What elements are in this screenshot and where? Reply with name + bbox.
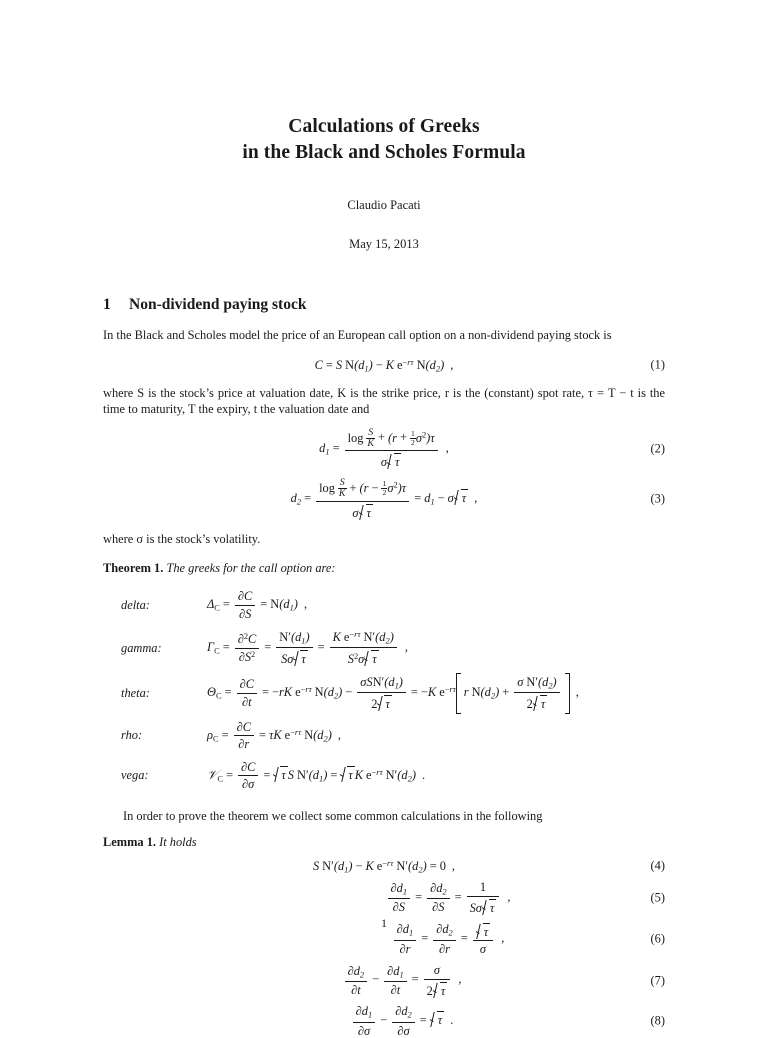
equation-1-row bbox=[103, 357, 665, 373]
equation-3-math: $d_2$ = log $\frac{S}{K}$ + (r − $\frac{1}{2}$ $\sigma^2)\tau$ σ τ = $d_1 - \sigma$ τ , bbox=[290, 476, 478, 520]
equation-2-math: $d_1$ = log $\frac{S}{K}$ + (r + $\frac{1}{2}$ $\sigma^2)\tau$ σ τ , bbox=[319, 426, 449, 470]
equation-3-body bbox=[103, 478, 665, 520]
greek-label-rho: rho: bbox=[121, 728, 143, 743]
greek-label-theta: theta: bbox=[121, 685, 150, 700]
equation-7-body bbox=[103, 963, 665, 998]
intro-paragraph: In the Black and Scholes model the price of an European call option on a non-dividend paying stock is bbox=[103, 327, 612, 342]
equation-4-math: S $N'(d_1) - K$ $e^{-r\tau}$ $N'(d_2) = 0$ , bbox=[312, 858, 456, 875]
page-number: 1 bbox=[381, 916, 387, 930]
greek-row-theta bbox=[103, 671, 579, 716]
equation-6-math: $\frac{\partial d_1}{\partial r}$ = $\frac{\partial d_2}{\partial r}$ = $\frac{\tau}{\sigma}$ , bbox=[392, 931, 505, 945]
greek-formula-rho: $\rho_C$ = $\frac{\partial C}{\partial r}$ = τK $e^{-r\tau}$ $N(d_2)$ , bbox=[207, 719, 341, 752]
greek-formula-vega: 𝒱$_C$ = $\frac{\partial C}{\partial\sigma}$ = τ S $N'(d_1) = \tau$ K $e^{-r\tau}$ $N'(d_2)$ . bbox=[207, 759, 426, 792]
author-name: Claudio Pacati bbox=[347, 197, 421, 212]
greek-row-gamma bbox=[103, 626, 579, 671]
greek-label-gamma: gamma: bbox=[121, 640, 162, 655]
lemma-equations bbox=[103, 858, 665, 1038]
equation-8-math: $\frac{\partial d_1}{\partial\sigma}$ − $\frac{\partial d_2}{\partial\sigma}$ = τ . bbox=[351, 1013, 454, 1027]
page-title bbox=[103, 0, 665, 167]
equation-5-body bbox=[103, 880, 665, 915]
greek-row-vega bbox=[103, 756, 579, 796]
greek-row-delta bbox=[103, 585, 579, 625]
theorem-statement: The greeks for the call option are: bbox=[166, 560, 336, 575]
equation-2-number: (2) bbox=[650, 441, 665, 456]
equation-8-row bbox=[103, 1004, 665, 1038]
equation-7-row bbox=[103, 963, 665, 998]
title-line-1: Calculations of Greeks bbox=[288, 116, 480, 137]
theorem-head: Theorem 1. bbox=[103, 560, 164, 575]
section-number: 1 bbox=[103, 295, 111, 313]
greek-formula-delta: $\Delta_C$ = $\frac{\partial C}{\partial S}$ = $N(d_1)$ , bbox=[207, 589, 308, 622]
publication-date: May 15, 2013 bbox=[349, 236, 419, 251]
equation-2-body bbox=[103, 428, 665, 470]
equation-1-number: (1) bbox=[650, 357, 665, 372]
equation-4-number: (4) bbox=[650, 858, 665, 873]
equation-6-number: (6) bbox=[650, 931, 665, 946]
theorem-1 bbox=[103, 560, 665, 577]
equation-4-row bbox=[103, 858, 665, 874]
prove-paragraph: In order to prove the theorem we collect some common calculations in the following bbox=[123, 809, 543, 824]
title-block bbox=[103, 0, 665, 252]
equation-3-number: (3) bbox=[650, 491, 665, 506]
equation-1-body bbox=[103, 357, 665, 373]
greek-label-vega: vega: bbox=[121, 768, 149, 783]
lemma-head: Lemma 1. bbox=[103, 834, 156, 849]
greek-label-delta: delta: bbox=[121, 598, 150, 613]
section-heading-1 bbox=[103, 296, 665, 314]
equation-5-row bbox=[103, 880, 665, 915]
equation-7-math: $\frac{\partial d_2}{\partial t}$ − $\frac{\partial d_1}{\partial t}$ = $\frac{\sigma}{2 \tau}$ , bbox=[343, 972, 462, 986]
equation-7-number: (7) bbox=[650, 973, 665, 988]
volatility-paragraph: where σ is the stock’s volatility. bbox=[103, 532, 261, 547]
equation-8-body bbox=[103, 1004, 665, 1038]
greek-formula-theta: $\Theta_C$ = $\frac{\partial C}{\partial t}$ = −rK $e^{-r\tau}$ $N(d_2)$ − $\frac{\sigma SN'(d_1)}{2 \tau}$ = −K $e^{-r\tau}$ r $N(d_2)$ + $\frac{\sigma N'(d_2)}{2 \tau}$ , bbox=[207, 674, 579, 711]
equation-5-math: $\frac{\partial d_1}{\partial S}$ = $\frac{\partial d_2}{\partial S}$ = $\frac{1}{\text{Sσ τ}}$ , bbox=[386, 890, 511, 904]
lemma-1 bbox=[103, 834, 665, 851]
greek-row-rho bbox=[103, 716, 579, 756]
greeks-list bbox=[103, 585, 579, 796]
equation-8-number: (8) bbox=[650, 1013, 665, 1028]
title-line-2: in the Black and Scholes Formula bbox=[242, 142, 526, 164]
where-paragraph: where S is the stock’s price at valuation date, K is the strike price, r is the (constant) spot rate, τ = T − t is the time to maturity, T the expiry, t the valuation date and bbox=[103, 385, 665, 417]
equation-5-number: (5) bbox=[650, 890, 665, 905]
section-title: Non-dividend paying stock bbox=[129, 295, 307, 313]
page-content bbox=[103, 0, 665, 1038]
equation-2-row bbox=[103, 428, 665, 470]
greek-formula-gamma: $\Gamma_C$ = $\frac{\partial^2C}{\partial S^2}$ = $\frac{N'(d_1)}{\text{Sσ τ}}$ = $\frac{K e^{-r\tau} N'(d_2)}{S^2\sigma \tau}$ , bbox=[207, 628, 408, 667]
equation-1-math: C = S $N(d_1) - K$ $e^{-r\tau}$ $N(d_2)$ , bbox=[314, 357, 454, 374]
lemma-statement: It holds bbox=[159, 834, 197, 849]
equation-4-body bbox=[103, 858, 665, 874]
equation-3-row bbox=[103, 478, 665, 520]
